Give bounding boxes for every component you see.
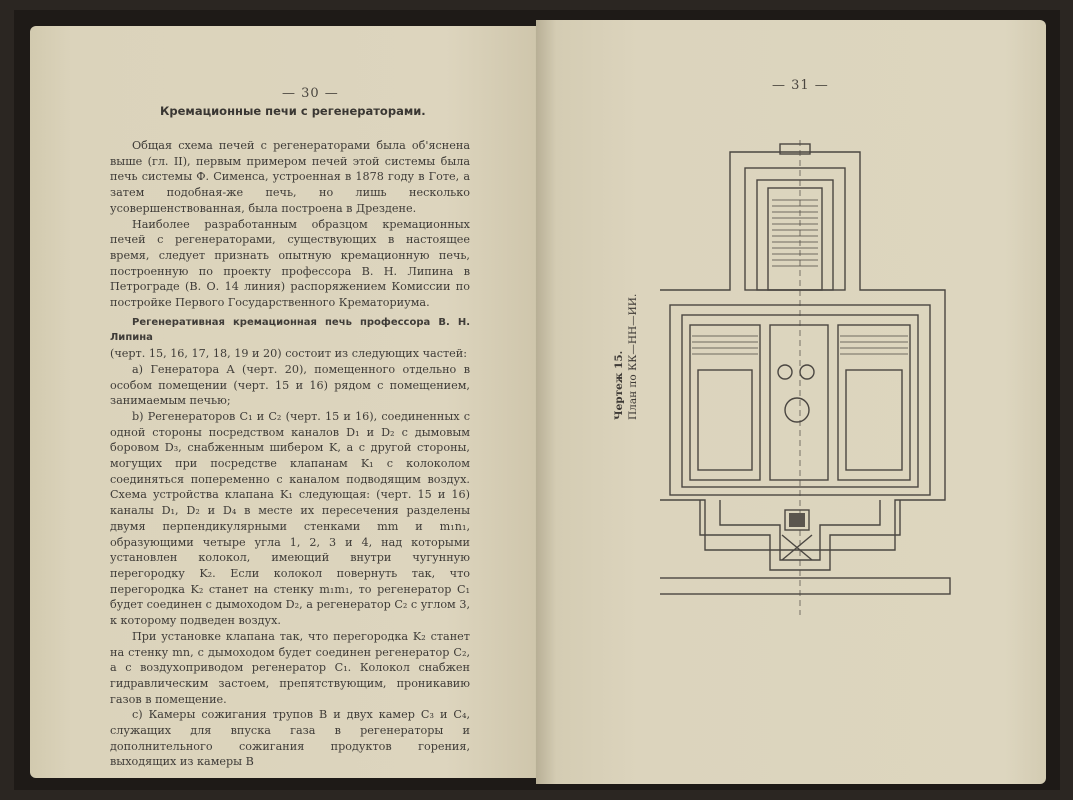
body-text <box>110 138 470 770</box>
item-c: c) Камеры сожигания трупов B и двух камер C₃ и C₄, служащих для впуска газа в регенераторы и дополнительного сожигания продуктов горения, выходящих из камеры B <box>110 708 470 769</box>
subheading: Регенеративная кремационная печь профессора В. Н. Липина <box>110 316 470 344</box>
figure-caption-subtitle: План по КК—НН—ИИ. <box>627 293 639 420</box>
item-a: a) Генератора A (черт. 20), помещенного отдельно в особом помещении (черт. 15 и 16) рядом с помещением, занимаемым печью; <box>110 362 470 408</box>
figure-caption <box>612 294 640 420</box>
item-b: b) Регенераторов C₁ и C₂ (черт. 15 и 16), соединенных с одной стороны посредством каналов D₁ и D₂ с дымовым боровом D₃, снабженным шибером K, а с другой стороны, могущих при посредстве клапанам K₁ с колоколом соединяться попеременно с каналом подводящим воздух. Схема устройства клапана K₁ следующая: (черт. 15 и 16) каналы D₁, D₂ и D₄ в месте их пересечения разделены двумя перпендикулярными стенками mm и m₁n₁, образующими четыре угла 1, 2, 3 и 4, над которыми установлен колокол, имеющий внутри чугунную перегородку K₂. Если колокол повернуть так, что перегородка K₂ станет на стенку m₁m₁, то регенератор C₁ будет соединен с дымоходом D₂, а регенератор C₂ с углом 3, к которому подведен воздух. <box>110 409 470 628</box>
figure-caption-title: Чертеж 15. <box>613 350 625 420</box>
section-heading: Кремационные печи с регенераторами. <box>160 104 426 118</box>
furnace-plan-drawing <box>660 140 960 620</box>
item-b-continued: При установке клапана так, что перегородка K₂ станет на стенку mn, с дымоходом будет соединен регенератор C₂, а с воздухоприводом регенератор C₁. Колокол снабжен гидравлическим застоем, препятствующим, проникавию газов в помещение. <box>110 629 470 706</box>
page-number-left: — 30 — <box>282 86 339 101</box>
paragraph-1: Общая схема печей с регенераторами была об'яснена выше (гл. II), первым примером печей этой системы была печь системы Ф. Сименса, устроенная в 1878 году в Готе, а затем подобная-же печь, но лишь несколько усовершенствованная, была построена в Дрездене. <box>110 139 470 215</box>
paragraph-2: Наиболее разработанным образцом кремационных печей с регенераторами, существующих в настоящее время, следует признать опытную кремационную печь, построенную по проекту профессора В. Н. Липина в Петрограде (В. О. 14 линия) распоряжением Комиссии по постройке Первого Государственного Крематориума. <box>110 217 470 310</box>
page-number-right: — 31 — <box>772 78 829 93</box>
list-intro: (черт. 15, 16, 17, 18, 19 и 20) состоит из следующих частей: <box>110 347 468 361</box>
